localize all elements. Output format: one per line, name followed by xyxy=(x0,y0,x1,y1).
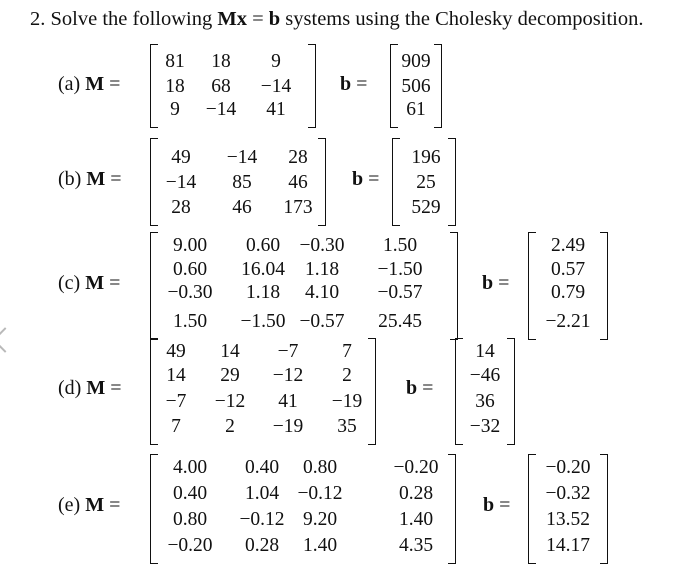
vector-cell: 61 xyxy=(406,99,426,120)
equals-sign: = xyxy=(104,73,121,95)
matrix-cell: 9.00 xyxy=(172,235,208,256)
matrix-symbol: M xyxy=(85,272,105,294)
vector-cell: −0.32 xyxy=(545,483,591,504)
system-letter: (d) xyxy=(58,377,87,399)
matrix-cell: 4.10 xyxy=(304,282,340,303)
matrix-m xyxy=(150,338,376,445)
matrix-m xyxy=(150,232,458,340)
matrix-symbol: M xyxy=(86,168,106,190)
equals-sign: = xyxy=(417,377,434,399)
chevron-left-icon[interactable] xyxy=(0,327,18,352)
matrix-cell: 41 xyxy=(278,391,298,412)
matrix-cell: −0.20 xyxy=(167,535,213,556)
system-letter: (c) xyxy=(58,272,86,294)
problem-text-after: systems using the Cholesky decomposition. xyxy=(285,8,644,30)
system-label xyxy=(58,168,122,191)
system-label xyxy=(58,494,120,517)
matrix-cell: 2 xyxy=(342,365,352,386)
matrix-cell: −0.57 xyxy=(377,282,423,303)
b-equals xyxy=(406,377,433,400)
left-bracket xyxy=(150,454,158,564)
matrix-cell: 0.40 xyxy=(172,483,208,504)
vector-cell: 0.57 xyxy=(550,259,586,280)
vector-cell: 0.79 xyxy=(550,282,586,303)
right-bracket xyxy=(448,454,456,564)
matrix-cell: −0.30 xyxy=(299,235,345,256)
matrix-cell: 9 xyxy=(271,51,281,72)
equals-sign: = xyxy=(252,8,264,30)
matrix-cell: 35 xyxy=(337,416,357,437)
matrix-cell: 0.80 xyxy=(172,509,208,530)
matrix-cell: −14 xyxy=(165,172,197,193)
vector-b xyxy=(390,44,442,128)
vector-cell: 909 xyxy=(401,51,431,72)
right-bracket xyxy=(600,454,608,564)
matrix-cell: −19 xyxy=(331,391,363,412)
matrix-cell: 1.50 xyxy=(172,311,208,332)
vector-cell: 2.49 xyxy=(550,235,586,256)
b-equals xyxy=(352,168,379,191)
matrix-cell: −14 xyxy=(205,99,237,120)
equals-sign: = xyxy=(494,494,511,516)
matrix-cell: 46 xyxy=(232,197,252,218)
matrix-cell: −0.12 xyxy=(297,483,343,504)
matrix-cell: 85 xyxy=(232,172,252,193)
matrix-cell: 9 xyxy=(170,99,180,120)
matrix-symbol: M xyxy=(85,494,105,516)
vector-b xyxy=(455,338,515,445)
right-bracket xyxy=(368,338,376,445)
vector-b xyxy=(528,454,608,564)
matrix-cell: −0.30 xyxy=(167,282,213,303)
vector-cell: −0.20 xyxy=(545,457,591,478)
matrix-cell: −0.12 xyxy=(239,509,285,530)
right-bracket xyxy=(434,44,442,128)
equals-sign: = xyxy=(493,272,510,294)
matrix-cell: 2 xyxy=(225,416,235,437)
vector-cell: −46 xyxy=(469,365,501,386)
matrix-cell: 14 xyxy=(220,341,240,362)
right-bracket xyxy=(507,338,515,445)
matrix-cell: 14 xyxy=(166,365,186,386)
matrix-cell: 1.40 xyxy=(302,535,338,556)
matrix-cell: 0.60 xyxy=(172,259,208,280)
left-bracket xyxy=(150,232,158,340)
matrix-cell: −12 xyxy=(272,365,304,386)
matrix-cell: −7 xyxy=(277,341,299,362)
matrix-cell: −12 xyxy=(214,391,246,412)
matrix-cell: −0.57 xyxy=(299,311,345,332)
matrix-cell: 68 xyxy=(211,76,231,97)
matrix-cell: 1.18 xyxy=(245,282,281,303)
left-bracket xyxy=(455,338,463,445)
matrix-cell: −1.50 xyxy=(377,259,423,280)
mx-symbol: Mx xyxy=(217,8,247,30)
matrix-m xyxy=(150,138,326,226)
left-bracket xyxy=(150,44,158,128)
matrix-cell: 0.60 xyxy=(245,235,281,256)
vector-b xyxy=(528,232,608,340)
vector-b xyxy=(392,138,456,226)
vector-symbol: b xyxy=(340,73,352,95)
left-bracket xyxy=(528,454,536,564)
matrix-cell: 0.80 xyxy=(302,457,338,478)
vector-symbol: b xyxy=(406,377,418,399)
matrix-cell: −14 xyxy=(260,76,292,97)
matrix-m xyxy=(150,44,316,128)
problem-text-before: Solve the following xyxy=(50,8,213,30)
matrix-cell: 1.40 xyxy=(398,509,434,530)
vector-symbol: b xyxy=(352,168,364,190)
b-equals xyxy=(340,73,367,96)
matrix-cell: 1.50 xyxy=(382,235,418,256)
matrix-cell: 7 xyxy=(171,416,181,437)
right-bracket xyxy=(318,138,326,226)
vector-cell: 14 xyxy=(475,341,495,362)
vector-symbol: b xyxy=(483,494,495,516)
equals-sign: = xyxy=(104,494,121,516)
vector-symbol: b xyxy=(482,272,494,294)
matrix-cell: 29 xyxy=(220,365,240,386)
b-equals xyxy=(483,494,510,517)
equals-sign: = xyxy=(351,73,368,95)
equals-sign: = xyxy=(104,272,121,294)
left-bracket xyxy=(150,138,158,226)
matrix-cell: 0.28 xyxy=(398,483,434,504)
matrix-cell: −0.20 xyxy=(393,457,439,478)
matrix-cell: 81 xyxy=(165,51,185,72)
vector-cell: 529 xyxy=(411,197,441,218)
b-equals xyxy=(482,272,509,295)
matrix-cell: 18 xyxy=(165,76,185,97)
matrix-cell: 46 xyxy=(288,172,308,193)
left-bracket xyxy=(392,138,400,226)
vector-cell: 196 xyxy=(411,147,441,168)
vector-cell: −32 xyxy=(469,416,501,437)
matrix-cell: 0.40 xyxy=(244,457,280,478)
system-letter: (b) xyxy=(58,168,87,190)
matrix-cell: 16.04 xyxy=(241,259,285,280)
right-bracket xyxy=(308,44,316,128)
matrix-cell: −7 xyxy=(165,391,187,412)
matrix-cell: 0.28 xyxy=(244,535,280,556)
matrix-cell: 173 xyxy=(283,197,313,218)
vector-cell: 13.52 xyxy=(546,509,590,530)
problem-number: 2. xyxy=(30,8,46,30)
matrix-cell: 4.35 xyxy=(398,535,434,556)
matrix-cell: 4.00 xyxy=(172,457,208,478)
matrix-cell: 18 xyxy=(211,51,231,72)
left-bracket xyxy=(528,232,536,340)
system-letter: (e) xyxy=(58,494,86,516)
matrix-cell: 49 xyxy=(171,147,191,168)
right-bracket xyxy=(448,138,456,226)
vector-cell: 14.17 xyxy=(546,535,590,556)
matrix-m xyxy=(150,454,456,564)
vector-cell: 25 xyxy=(416,172,436,193)
matrix-cell: −1.50 xyxy=(240,311,286,332)
matrix-cell: 7 xyxy=(342,341,352,362)
matrix-cell: −14 xyxy=(226,147,258,168)
right-bracket xyxy=(600,232,608,340)
left-bracket xyxy=(150,338,158,445)
matrix-cell: 28 xyxy=(171,197,191,218)
system-label xyxy=(58,272,120,295)
matrix-cell: 9.20 xyxy=(302,509,338,530)
system-letter: (a) xyxy=(58,73,86,95)
right-bracket xyxy=(450,232,458,340)
matrix-cell: 25.45 xyxy=(378,311,422,332)
vector-cell: 506 xyxy=(401,76,431,97)
system-label xyxy=(58,377,122,400)
matrix-cell: 41 xyxy=(266,99,286,120)
problem-title xyxy=(30,8,643,31)
matrix-cell: 49 xyxy=(166,341,186,362)
matrix-cell: 1.04 xyxy=(244,483,280,504)
left-bracket xyxy=(390,44,398,128)
matrix-cell: 28 xyxy=(288,147,308,168)
equals-sign: = xyxy=(105,377,122,399)
system-label xyxy=(58,73,120,96)
b-symbol: b xyxy=(268,8,281,30)
equals-sign: = xyxy=(363,168,380,190)
vector-cell: 36 xyxy=(475,391,495,412)
matrix-symbol: M xyxy=(86,377,106,399)
matrix-cell: 1.18 xyxy=(304,259,340,280)
vector-cell: −2.21 xyxy=(545,311,591,332)
matrix-symbol: M xyxy=(85,73,105,95)
matrix-cell: −19 xyxy=(272,416,304,437)
equals-sign: = xyxy=(105,168,122,190)
